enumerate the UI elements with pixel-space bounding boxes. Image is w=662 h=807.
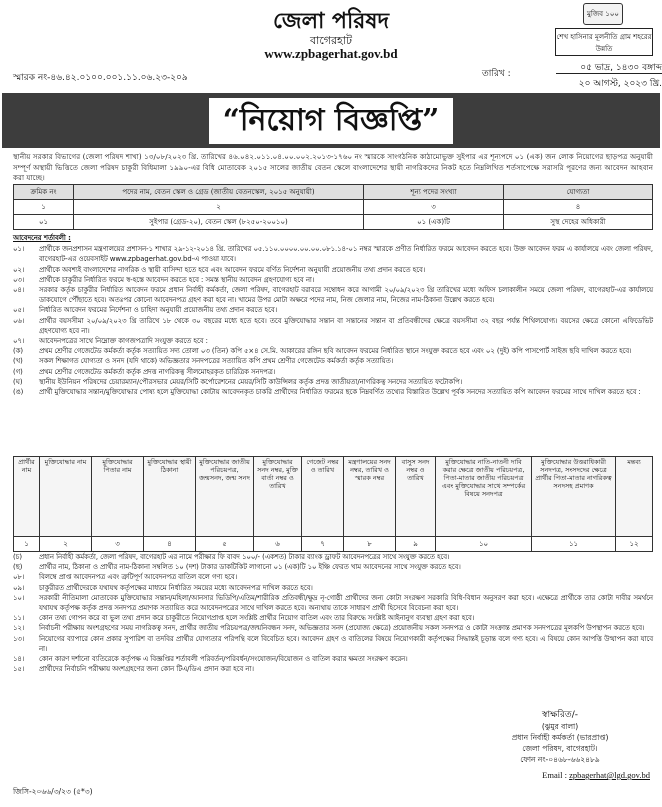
table-cell: ৪ <box>144 537 196 552</box>
signatory-designation: প্রধান নির্বাহী কর্মকর্তা (ভারপ্রাপ্ত) <box>511 733 609 742</box>
item-text: আবেদনপত্রের সাথে নিম্নোক্ত কাগজপত্রাদি সংযুক্ত করতে হবে : <box>39 337 208 346</box>
list-item <box>13 346 653 356</box>
ff-table-header <box>14 457 653 537</box>
item-text: বিলম্বে প্রাপ্ত আবেদনপত্র এবং ত্রুটিপূর্ণ আবেদনপত্র বাতিল বলে গণ্য হবে। <box>39 573 238 582</box>
item-text: প্রার্থীকে জনপ্রশাসন মন্ত্রণালয়ের প্রশাসন-১ শাখার ২৯-১২-২০১৪ খ্রি. তারিখের ০৫.১১০.০০০০.০০.০০.০৮১.১৪-০১ নম্বর স্মারকে প্রণীত নির্ধারিত ফরমে আবেদন করতে হবে। উক্ত আবেদন ফরম এ কার্যালয়ে এবং জেলা পরিষদ, বাগেরহাট-এর ওয়েবসাইট www.zpbagerhat.gov.bd-এ পাওয়া যাবে। <box>39 245 653 264</box>
item-number: ০৪। <box>13 286 25 295</box>
item-number: ১১। <box>13 614 25 623</box>
item-text: প্রধান নির্বাহী কর্মকর্তা, জেলা পরিষদ, বাগেরহাট এর নামে পরীক্ষার ফি বাবদ ১০০/- (একশত) টাকার ব্যাংক ড্রাফট আবেদনপত্রের সাথে সংযুক্ত করতে হবে। <box>39 553 450 561</box>
item-text: স্থানীয় ইউনিয়ন পরিষদের চেয়ারম্যান/পৌরসভার মেয়র/সিটি কর্পোরেশনের মেয়র/সিটি কাউন্সিলর কর্তৃক প্রদত্ত জাতীয়তা/নাগরিকত্ব সনদের সত্যায়িত ফটোকপি। <box>39 377 463 386</box>
date-bangla: ০৫ ভাদ্র, ১৪৩০ বঙ্গাব্দ <box>580 63 662 73</box>
slogan-box: শেখ হাসিনার মূলনীতি গ্রাম শহরের উন্নতি <box>555 28 653 56</box>
list-item <box>13 244 653 264</box>
website-link[interactable]: www.zpbagerhat.gov.bd <box>264 46 398 61</box>
table-cell: ২ <box>74 200 364 215</box>
item-number: ১৫। <box>13 665 25 674</box>
list-item <box>13 336 653 346</box>
post-table <box>13 184 653 230</box>
post-table-header <box>14 185 653 200</box>
table-header-cell: মুক্তিযোদ্ধার জাতীয় পরিচয়পত্র, জন্মসনদ, জন্ম সনদ <box>196 457 254 537</box>
table-cell: ১ <box>14 200 74 215</box>
item-number: (খ) <box>13 357 23 366</box>
list-item <box>13 367 653 377</box>
col-post: পদের নাম, বেতন স্কেল ও গ্রেড (জাতীয় বেতনস্কেল, ২০১৫ অনুযায়ী) <box>74 185 364 200</box>
date-label: তারিখ : <box>482 69 511 79</box>
page-title: জেলা পরিষদ <box>272 8 390 34</box>
table-cell: ৮ <box>344 537 396 552</box>
list-item <box>13 265 653 275</box>
item-text: নির্ধারিত আবেদন ফরমের নির্দেশনা ও চাহিদা অনুযায়ী প্রয়োজনীয় তথ্য প্রদান করতে হবে। <box>39 306 278 315</box>
print-code: জিসি-২০৬৬/৩/২৩ (৫*৩) <box>13 787 93 796</box>
table-header-cell: মুক্তিযোদ্ধার স্থায়ী ঠিকানা <box>144 457 196 537</box>
table-cell: ৫ <box>196 537 254 552</box>
list-item <box>13 562 653 572</box>
item-text: প্রার্থী মুক্তিযোদ্ধার সন্তান/মুক্তিযোদ্ধার পোষ্য হলে মুক্তিযোদ্ধা কোটায় আবেদনকৃত চাকরি প্রার্থীদের নির্ধারিত ফরমের ছকে নিম্নবর্ণিত তথ্যের বিস্তারিত উল্লেখ পূর্বক সনদের সত্যায়িত কপি আবেদন ফরমের সাথে দাখিল করতে হবে : <box>39 388 641 397</box>
date-english: ২০ আগস্ট, ২০২৩ খ্রি. <box>578 79 662 89</box>
item-text: সকল শিক্ষাগত যোগ্যতা ও সনদ (যদি থাকে) অভিজ্ঞতার সনদপত্রের সত্যায়িত কপি প্রথম শ্রেণীর গেজেটেড কর্মকর্তা কর্তৃক সত্যায়িত। <box>39 357 394 366</box>
table-header-cell: বাসুস সনদ নম্বর ও তারিখ <box>396 457 436 537</box>
list-item <box>13 316 653 336</box>
table-header-cell: মুক্তিযোদ্ধার নাম <box>40 457 92 537</box>
item-number: (ঘ) <box>13 377 23 386</box>
table-header-cell: মুক্তিযোদ্ধার উত্তরাধিকারী সনদপত্র, সংসদদের ক্ষেত্রে প্রার্থীর পিতা-মাতার নাগরিকত্ব সনদসহ প্রমাণক <box>532 457 616 537</box>
item-number: ০১। <box>13 245 25 254</box>
table-cell: ০১ <box>14 215 74 230</box>
table-header-cell: মুক্তিযোদ্ধার সনদ নম্বর, মুক্তি বার্তা নম্বর ও তারিখ <box>254 457 302 537</box>
item-text: প্রার্থীদের নির্বাচনি পরীক্ষায় অংশগ্রহণের জন্য কোন টিএ/ডিএ প্রদান করা হবে না। <box>39 665 254 674</box>
item-text: চাকুরীরত প্রার্থীদেরকে যথাযথ কর্তৃপক্ষের মাধ্যমে নির্ধারিত সময়ের মধ্যে আবেদনপত্র দাখিল করতে হবে। <box>39 583 313 592</box>
terms-heading: আবেদনের শর্তাবলী : <box>13 234 71 242</box>
email-line <box>470 770 650 780</box>
item-text: প্রার্থীকে চাকুরীর নির্ধারিত ফরমে স্ব-হস্তে আবেদন করতে হবে : সমস্ত স্থানীয় আবেদন গ্রহণযোগ্য হবে না। <box>39 275 315 284</box>
list-item <box>13 593 653 613</box>
item-number: (চ) <box>13 553 22 561</box>
table-cell: সুস্থ দেহের অধিকারী <box>504 215 653 230</box>
table-row <box>14 537 653 552</box>
list-item <box>13 275 653 285</box>
item-text: প্রার্থীর নাম, ঠিকানা ও প্রার্থীর নাম-ঠিকানা সম্বলিত ১০ (দশ) টাকার ডাকটিকিট লাগানো ০১ (এক)টি ১০ ইঞ্চি ফেরত খাম আবেদনের সাথে সংযুক্ত করতে হবে। <box>39 563 461 572</box>
table-cell: ৬ <box>254 537 302 552</box>
table-cell: ১ <box>14 537 40 552</box>
item-text: নিয়োগের ব্যাপারে কোন প্রকার সুপারিশ বা তদবির প্রার্থীর যোগ্যতার পরিপন্থি বলে বিবেচিত হবে। আবেদন গ্রহণ ও বাতিলের বিষয়ে নিয়োগকারী কর্তৃপক্ষের সিদ্ধান্তই চূড়ান্ত বলে গণ্য হবে। এ বিষয়ে কোন আপত্তি উত্থাপন করা যাবে না। <box>39 634 653 653</box>
item-text: নির্বাচনী পরীক্ষায় অংশগ্রহণের সময় নাগরিকত্ব সনদ, প্রার্থীর জাতীয় পরিচয়পত্র/জন্মনিবন্ধন সনদ, অভিজ্ঞতার সনদ (প্রযোজ্য ক্ষেত্রে) প্রয়োজনীয় সকল সনদপত্র ও কোটা সংক্রান্ত প্রমাণক সনদপত্রের মূলকপি উপস্থাপন করতে হবে। <box>39 624 645 633</box>
table-cell: ১২ <box>616 537 653 552</box>
table-cell: ৯ <box>396 537 436 552</box>
list-item <box>13 664 653 674</box>
list-item <box>13 634 653 654</box>
table-cell: ৭ <box>302 537 344 552</box>
list-item <box>13 356 653 366</box>
list-item <box>13 623 653 633</box>
item-text: কোন তথ্য গোপন করে বা ভুল তথ্য প্রদান করে চাকুরীতে নিয়োগপ্রাপ্ত হলে সংশ্লিষ্ট প্রার্থীর নিয়োগ বাতিল এবং তার বিরুদ্ধে সংশ্লিষ্ট আইনানুগ ব্যবস্থা গ্রহণ করা হবে। <box>39 614 475 623</box>
signatory-office: জেলা পরিষদ, বাগেরহাট। <box>522 744 598 753</box>
table-row <box>14 215 653 230</box>
item-number: (গ) <box>13 367 23 376</box>
list-item <box>13 377 653 387</box>
item-number: ১৪। <box>13 655 25 664</box>
item-number: ০৭। <box>13 337 25 346</box>
freedom-fighter-table <box>13 456 653 552</box>
memo-reference: স্মারক নং-৪৬.৪২.০১০০.০০১.১১.০৬.২৩-২০৯ <box>13 73 188 83</box>
item-number: ০২। <box>13 265 25 274</box>
list-item <box>13 583 653 593</box>
item-text: প্রার্থীর বয়সসীমা ২০/০৯/২০২৩ খ্রি তারিখে ১৮ থেকে ৩০ বছরের মধ্যে হতে হবে। তবে মুক্তিযোদ্ধার সন্তান বা সন্তানের সন্তান বা প্রতিবন্ধীদের ক্ষেত্রে বয়সসীমা ৩২ বছর পর্যন্ত শিথিলযোগ্য। বয়সের ক্ষেত্রে কোনো এফিডেভিট গ্রহণযোগ্য হবে না। <box>39 316 653 335</box>
table-header-cell: মন্ত্রণালয়ের সনদ নম্বর, তারিখ ও স্মারক নম্বর <box>344 457 396 537</box>
table-cell: ৩ <box>364 200 504 215</box>
item-text: সরকার কর্তৃক চাকুরীর নির্ধারিত আবেদন ফরমে প্রধান নির্বাহী কর্মকর্তা, জেলা পরিষদ, বাগেরহাট বরাবরে সম্বোধন করে আগামী ২০/০৯/২০২৩ খ্রি তারিখের মধ্যে অফিস চলাকালীন সময়ে জেলা পরিষদ, বাগেরহাট-এর কার্যালয়ে ডাকযোগে পৌঁছাতে হবে। অতঃপর কোনো আবেদনপত্র গ্রহণ করা হবে না। খামের উপর মোটা অক্ষরে পদের নাম, নিজ জেলার নাম, নিজের নাম-ঠিকানা উল্লেখ করতে হবে। <box>39 286 653 305</box>
item-number: (ছ) <box>13 563 23 572</box>
list-item <box>13 552 653 562</box>
intro-paragraph: স্থানীয় সরকার বিভাগের (জেলা পরিষদ শাখা) ১৩/০৮/২০২৩ খ্রি. তারিখের ৪৬.০৪২.০১১.০৪.০০.০০২.২০১৩-১৭৬০ নং স্মারকে সাংগঠনিক কাঠামোভুক্ত সুইপার এর শূন্যপদে ০১ (এক) জন লোক নিয়োগের ছাড়পত্র অনুযায়ী সম্পূর্ণ অস্থায়ী ভিত্তিতে জেলা পরিষদ চাকুরী বিধিমালা ১৯৯০-এর বিধি মোতাবেক ২০১৫ সালের জাতীয় বেতন স্কেলে বাংলাদেশের স্থায়ী নাগরিকদের নিকট হতে নিম্নলিখিত শর্তসাপেক্ষে সরাসরি পূরণের জন্য আবেদন আহবান করা যাচ্ছে। <box>13 152 653 182</box>
col-serial: ক্রমিক নং <box>14 185 74 200</box>
table-header-cell: গেজেট নম্বর ও তারিখ <box>302 457 344 537</box>
item-number: ০৬। <box>13 316 25 325</box>
notice-banner <box>2 93 660 148</box>
email-label: Email : <box>542 770 567 780</box>
district-name: বাগেরহাট <box>310 34 352 47</box>
item-number: ০৮। <box>13 573 25 582</box>
table-cell: ০১ (এক)টি <box>364 215 504 230</box>
signatory-phone: ফোন নং-০৪৬৮-৬৬২৪৮৯ <box>520 755 600 764</box>
list-item <box>13 387 653 397</box>
letterhead <box>0 0 662 92</box>
item-number: ১৩। <box>13 634 25 643</box>
signatory-name: (ঝুমুর বালা) <box>541 722 579 731</box>
item-text: প্রথম শ্রেণীর গেজেটেড কর্মকর্তা কর্তৃক সত্যায়িত সদ্য তোলা ০৩ (তিন) কপি ৫×৪ সে.মি. আকারের রঙ্গিন ছবি আবেদন ফরমের নির্ধারিত স্থানে সংযুক্ত করতে হবে এবং ০২ (দুই) কপি পাসপোর্ট সাইজ ছবি দাখিল করতে হবে। <box>39 347 632 356</box>
mujib-logo: মুজিব ১০০ <box>583 3 623 25</box>
list-item <box>13 305 653 315</box>
banner-title: “নিয়োগ বিজ্ঞপ্তি” <box>209 98 454 144</box>
item-text: কোন কারণ দর্শানো ব্যতিরেকে কর্তৃপক্ষ এ বিজ্ঞপ্তির শর্তাবলী পরিবর্তন/পরিবর্ধন/সংযোজন/বিয়োজন ও বাতিল করার ক্ষমতা সংরক্ষণ করেন। <box>39 655 408 664</box>
table-header-cell: মুক্তিযোদ্ধার পিতার নাম <box>92 457 144 537</box>
item-text: প্রার্থীকে অবশ্যই বাংলাদেশের নাগরিক ও স্থায়ী বাসিন্দা হতে হবে এবং আবেদন ফরমে বর্ণিত নির্দেশনা অনুযায়ী প্রয়োজনীয় তথ্য প্রদান করতে হবে। <box>39 265 426 274</box>
email-link[interactable]: zpbagerhat@lgd.gov.bd <box>569 770 650 780</box>
table-cell: ৩ <box>92 537 144 552</box>
table-cell: ২ <box>40 537 92 552</box>
list-item <box>13 613 653 623</box>
table-header-cell: প্রার্থীর নাম <box>14 457 40 537</box>
table-cell: ১০ <box>436 537 532 552</box>
signature-block <box>470 710 650 765</box>
item-number: ১০। <box>13 593 25 602</box>
item-number: (ক) <box>13 347 24 356</box>
item-number: ১২। <box>13 624 25 633</box>
col-vacancy: শূন্য পদের সংখ্যা <box>364 185 504 200</box>
item-number: ০৯। <box>13 583 25 592</box>
list-item <box>13 285 653 305</box>
item-number: ০৫। <box>13 306 25 315</box>
list-item <box>13 654 653 664</box>
item-number: ০৩। <box>13 275 25 284</box>
signed-label: স্বাক্ষরিত/- <box>542 710 578 720</box>
table-cell: ১১ <box>532 537 616 552</box>
item-text: সরকারী নীতিমালা মোতাবেক মুক্তিযোদ্ধার সন্তান/মহিলা/আনসার ভিডিপি/এতিম/শারীরিক প্রতিবন্ধী/ক্ষুদ্র নৃ-গোষ্ঠী প্রার্থীদের জন্য কোটা সংরক্ষণ সরকারি বিধি-বিধান অনুসরণ করা হবে। এক্ষেত্রে প্রার্থীকে তার কোটা দাবীর সমর্থনে যথাযথ কর্তৃপক্ষ কর্তৃক প্রদত্ত সনদপত্র প্রমাণক সত্যায়িত করে আবেদনপত্রের সাথে দাখিল করতে হবে। অন্যথায় তাকে সাধারণ প্রার্থী হিসেবে বিবেচনা করা হবে। <box>39 593 653 613</box>
table-header-cell: মন্তব্য <box>616 457 653 537</box>
col-qualification: যোগ্যতা <box>504 185 653 200</box>
table-cell: ৪ <box>504 200 653 215</box>
list-item <box>13 572 653 582</box>
date-divider <box>556 73 662 74</box>
table-header-cell: মুক্তিযোদ্ধার নাতি-নাতনী দাবি করার ক্ষেত্রে জাতীয় পরিচয়পত্র, পিতা-মাতার জাতীয় পরিচয়পত্র এবং মুক্তিযোদ্ধার সাথে সম্পর্কের বিষয়ে সনদপত্র <box>436 457 532 537</box>
table-cell: সুইপার (গ্রেড-২০), বেতন স্কেল (৮২৫০-২০০১০) <box>74 215 364 230</box>
item-text: প্রথম শ্রেণীর গেজেটেড কর্মকর্তা কর্তৃক প্রদত্ত নাগরিকত্ব সীলমোহরকৃত চারিত্রিক সনদপত্র। <box>39 367 276 376</box>
post-table-index-row <box>14 200 653 215</box>
item-number: (ঙ) <box>13 388 24 397</box>
terms-section-continued <box>13 552 653 674</box>
terms-section <box>13 233 653 397</box>
